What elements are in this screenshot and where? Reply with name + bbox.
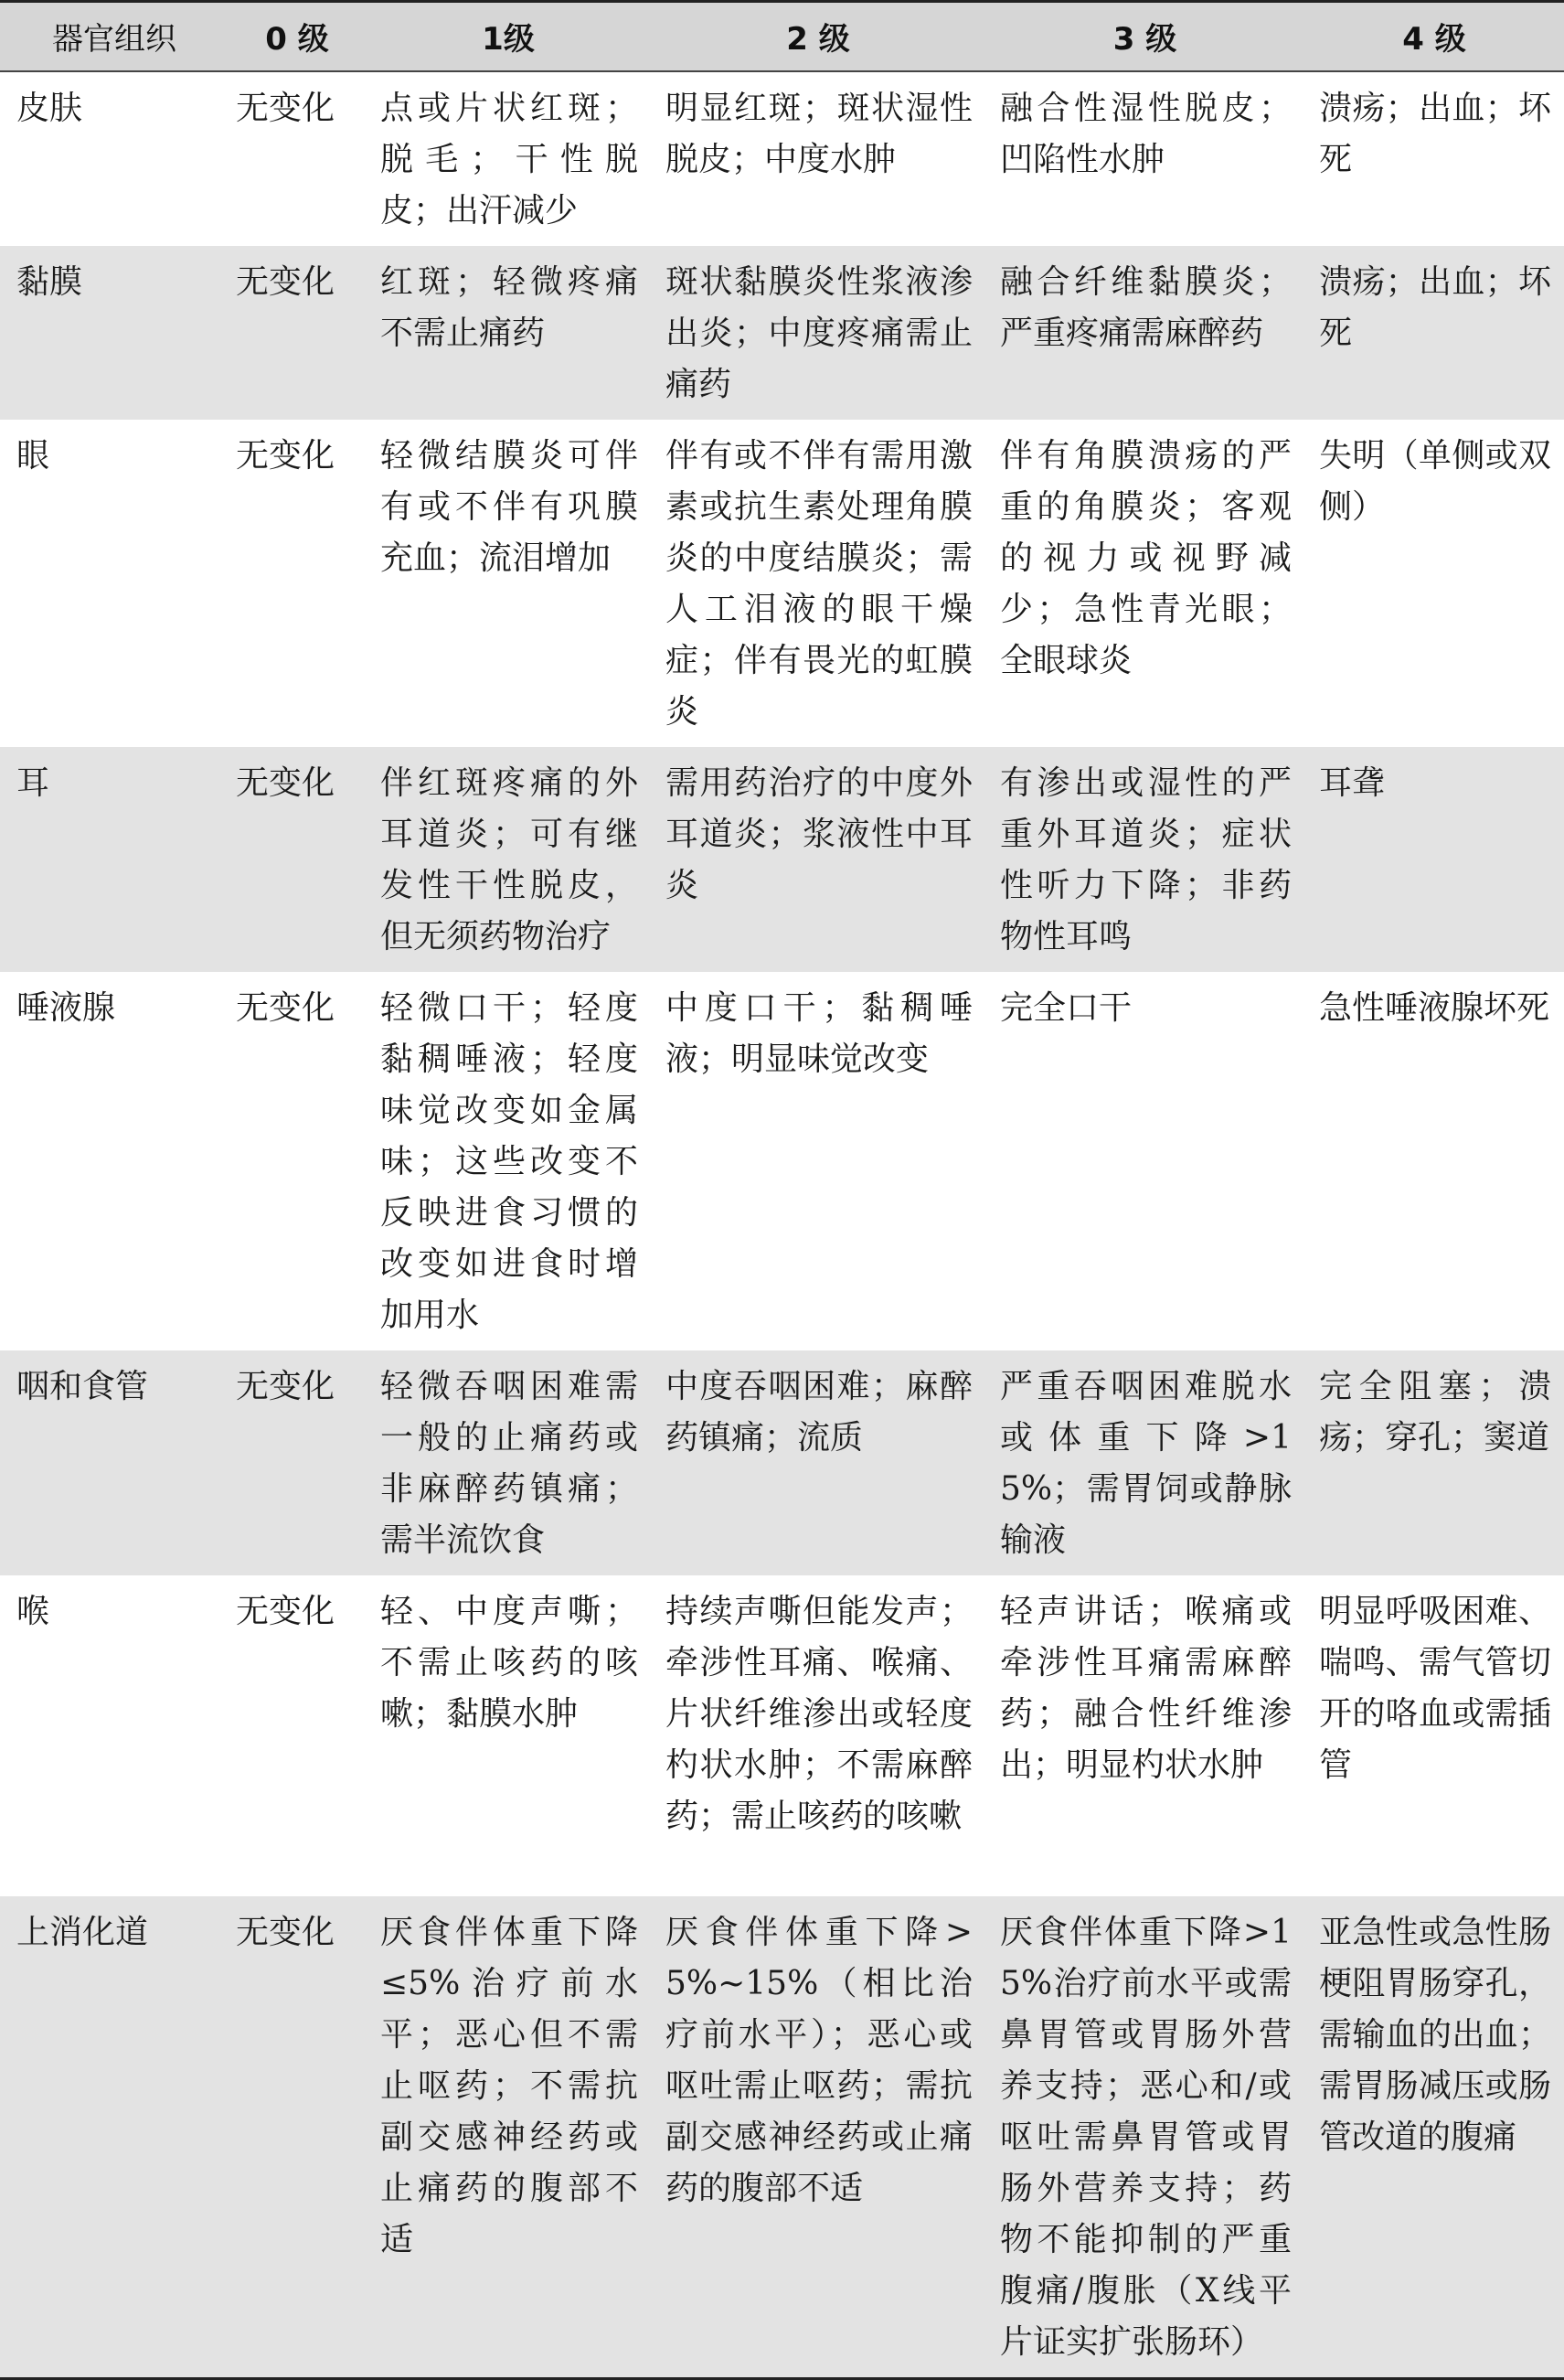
- grade-3-cell: 厌食伴体重下降>15%治疗前水平或需鼻胃管或胃肠外营养支持；恶心和/或呕吐需鼻胃管或胃肠外营养支持；药物不能抑制的严重腹痛/腹胀（X线平片证实扩张肠环）: [1000, 1913, 1292, 2361]
- organ-cell: 眼: [16, 436, 50, 475]
- grade-0-cell: 无变化: [236, 988, 335, 1027]
- organ-cell: 耳: [16, 763, 50, 802]
- grade-2-cell: 中度吞咽困难；麻醉药镇痛；流质: [665, 1367, 973, 1457]
- grade-4-cell: 亚急性或急性肠梗阻胃肠穿孔，需输血的出血；需胃肠减压或肠管改道的腹痛: [1319, 1913, 1551, 2156]
- grade-0-cell: 无变化: [236, 1913, 335, 1951]
- header-row: [0, 2, 1564, 71]
- grade-4-cell: 耳聋: [1319, 763, 1386, 802]
- grade-1-cell: 厌食伴体重下降≤5%治疗前水平；恶心但不需止呕药；不需抗副交感神经药或止痛药的腹部不适: [380, 1913, 638, 2258]
- table-row: [0, 1575, 1564, 1896]
- grade-3-cell: 伴有角膜溃疡的严重的角膜炎；客观的视力或视野减少；急性青光眼；全眼球炎: [1000, 436, 1292, 679]
- organ-cell: 黏膜: [16, 262, 83, 301]
- grade-1-cell: 轻、中度声嘶；不需止咳药的咳嗽；黏膜水肿: [380, 1592, 638, 1733]
- header-organ: 器官组织: [52, 21, 176, 59]
- organ-cell: 咽和食管: [16, 1367, 149, 1405]
- grade-2-cell: 明显红斑；斑状湿性脱皮；中度水肿: [665, 89, 973, 178]
- grade-2-cell: 需用药治疗的中度外耳道炎；浆液性中耳炎: [665, 763, 973, 904]
- grade-4-cell: 急性唾液腺坏死: [1319, 988, 1550, 1027]
- organ-cell: 唾液腺: [16, 988, 116, 1027]
- grade-2-cell: 斑状黏膜炎性浆液渗出炎；中度疼痛需止痛药: [665, 262, 973, 403]
- grade-1-cell: 点或片状红斑；脱毛；干性脱皮；出汗减少: [380, 89, 638, 229]
- grade-0-cell: 无变化: [236, 1592, 335, 1630]
- grade-0-cell: 无变化: [236, 1367, 335, 1405]
- grade-3-cell: 严重吞咽困难脱水或体重下降>15%；需胃饲或静脉输液: [1000, 1367, 1292, 1559]
- organ-cell: 皮肤: [16, 89, 83, 127]
- grade-3-cell: 融合性湿性脱皮；凹陷性水肿: [1000, 89, 1292, 178]
- header-grade-4: 4 级: [1402, 21, 1466, 59]
- grade-2-cell: 中度口干；黏稠唾液；明显味觉改变: [665, 988, 973, 1078]
- grade-4-cell: 明显呼吸困难、喘鸣、需气管切开的咯血或需插管: [1319, 1592, 1551, 1784]
- grade-0-cell: 无变化: [236, 436, 335, 475]
- table-row: [0, 1350, 1564, 1575]
- header-grade-3: 3 级: [1112, 21, 1177, 59]
- table-row: [0, 71, 1564, 246]
- table-body: [0, 71, 1564, 2379]
- header-grade-0: 0 级: [265, 21, 329, 59]
- grade-2-cell: 伴有或不伴有需用激素或抗生素处理角膜炎的中度结膜炎；需人工泪液的眼干燥症；伴有畏光的虹膜炎: [665, 436, 973, 731]
- grade-0-cell: 无变化: [236, 89, 335, 127]
- grade-1-cell: 轻微吞咽困难需一般的止痛药或非麻醉药镇痛；需半流饮食: [380, 1367, 638, 1559]
- grade-1-cell: 轻微结膜炎可伴有或不伴有巩膜充血；流泪增加: [380, 436, 638, 577]
- grade-0-cell: 无变化: [236, 763, 335, 802]
- grade-2-cell: 持续声嘶但能发声；牵涉性耳痛、喉痛、片状纤维渗出或轻度杓状水肿；不需麻醉药；需止咳药的咳嗽: [665, 1592, 973, 1835]
- organ-cell: 上消化道: [16, 1913, 149, 1951]
- grade-0-cell: 无变化: [236, 262, 335, 301]
- grade-3-cell: 轻声讲话；喉痛或牵涉性耳痛需麻醉药；融合性纤维渗出；明显杓状水肿: [1000, 1592, 1292, 1784]
- grade-1-cell: 伴红斑疼痛的外耳道炎；可有继发性干性脱皮，但无须药物治疗: [380, 763, 638, 955]
- grade-3-cell: 完全口干: [1000, 988, 1133, 1027]
- table-header: [0, 2, 1564, 71]
- grade-4-cell: 失明（单侧或双侧）: [1319, 436, 1551, 526]
- table-row: [0, 1896, 1564, 2379]
- grade-1-cell: 轻微口干；轻度黏稠唾液；轻度味觉改变如金属味；这些改变不反映进食习惯的改变如进食时增加用水: [380, 988, 638, 1334]
- grade-4-cell: 溃疡；出血；坏死: [1319, 262, 1551, 352]
- grade-2-cell: 厌食伴体重下降>5%~15%（相比治疗前水平）；恶心或呕吐需止呕药；需抗副交感神经药或止痛药的腹部不适: [665, 1913, 973, 2207]
- header-grade-2: 2 级: [786, 21, 850, 59]
- table-row: [0, 420, 1564, 747]
- table-row: [0, 972, 1564, 1350]
- grade-4-cell: 完全阻塞；溃疡；穿孔；窦道: [1319, 1367, 1551, 1457]
- grade-4-cell: 溃疡；出血；坏死: [1319, 89, 1551, 178]
- grade-1-cell: 红斑；轻微疼痛不需止痛药: [380, 262, 638, 352]
- header-grade-1: 1级: [482, 21, 535, 59]
- grade-3-cell: 有渗出或湿性的严重外耳道炎；症状性听力下降；非药物性耳鸣: [1000, 763, 1292, 955]
- table-row: [0, 747, 1564, 972]
- table-row: [0, 246, 1564, 420]
- organ-cell: 喉: [16, 1592, 50, 1630]
- grade-3-cell: 融合纤维黏膜炎；严重疼痛需麻醉药: [1000, 262, 1292, 352]
